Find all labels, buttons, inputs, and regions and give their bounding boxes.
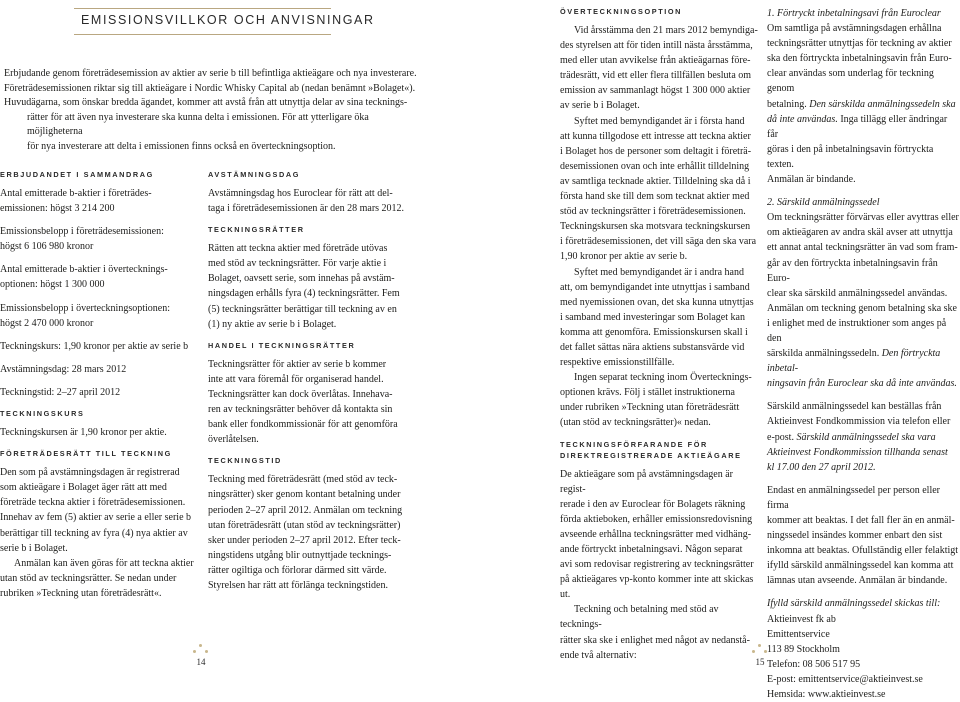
text-line: inkomna att beaktas. Ofullständig eller felaktigt <box>767 545 959 557</box>
text-line: Teckningsrätter för aktier av serie b kommer <box>208 358 387 370</box>
text-line: med stöd av teckningsrätter. För varje aktie i <box>208 258 387 270</box>
text-line: ningsdagen erhålls fyra (4) teckningsrätter. Fem <box>208 288 400 300</box>
text-line: Antal emitterade b-aktier i övertecknings- <box>0 264 168 276</box>
text-fragment: särskilda anmälningssedeln. <box>767 348 880 360</box>
text-line: rätter ska ske i enlighet med något av nedanstå- <box>560 634 750 646</box>
text-line: Teckning och betalning med stöd av tecknings- <box>560 604 719 631</box>
intro-line: Företrädesemissionen riktar sig till aktieägare i Nordic Whisky Capital ab (nedan benämnt »Bolaget«). <box>4 82 416 94</box>
address-line: Aktieinvest fk ab <box>767 613 836 625</box>
text-line: ren av teckningsrätter behöver då kontakta sin <box>208 404 393 416</box>
text-line: des styrelsen att för tiden intill nästa årsstämma, <box>560 40 753 52</box>
intro-line: rätter för att även nya investerare ska kunna delta i emissionen. För att ytterligare öka möjligheterna <box>27 111 369 138</box>
italic-fragment: då inte användas. <box>767 113 838 125</box>
text-line: utan stöd av teckningsrätter. Se nedan under <box>0 572 177 584</box>
section-heading-teckningstid: TECKNINGSTID <box>208 456 282 466</box>
text-line: De aktieägare som på avstämningsdagen är regist- <box>560 468 733 495</box>
text-line: clear användas som underlag för teckning genom <box>767 68 934 95</box>
text-line: stöd av teckningsrätter i företrädesemissionen. <box>560 206 746 218</box>
section-heading-foretradesratt: FÖRETRÄDESRÄTT TILL TECKNING <box>0 449 172 459</box>
intro-line: för nya investerare att delta i emissionen finns också en överteckningsoption. <box>27 140 336 152</box>
text-line: med eller utan avvikelse från aktieägarnas före- <box>560 55 751 67</box>
section-heading-forfarande <box>560 439 760 461</box>
text-line: teckningsrätter utnyttjas för teckning av aktier <box>767 38 952 50</box>
title-rule-bottom <box>74 34 331 35</box>
text-line: ska den förtryckta inbetalningsavin från Euro- <box>767 53 952 65</box>
text-line: högst 6 106 980 kronor <box>0 241 94 253</box>
text-line: 1,90 kronor per aktie av serie b. <box>560 251 688 263</box>
text-line: clear ska särskild anmälningssedel användas. <box>767 287 948 299</box>
text-line: ende två alternativ: <box>560 649 637 661</box>
text-fragment: betalning. <box>767 98 807 110</box>
section-heading-handel: HANDEL I TECKNINGSRÄTTER <box>208 340 356 350</box>
text-line: Antal emitterade b-aktier i företrädes- <box>0 188 152 199</box>
text-line: respektive emissionstillfälle. <box>560 357 675 369</box>
text-line: Rätten att teckna aktier med företräde utövas <box>208 243 388 255</box>
text-line: ande förtryckt inbetalningsavi. Någon separat <box>560 544 743 555</box>
ornament-dot <box>193 650 196 653</box>
text-line-mixed <box>767 112 960 142</box>
text-line: i samband med investeringar som Bolaget kan <box>560 311 745 323</box>
text-line: Teckning med företrädesrätt (med stöd av teck- <box>208 474 398 486</box>
page-number-right: 15 <box>755 657 765 667</box>
text-line: Avstämningsdag hos Euroclear för rätt att del- <box>208 188 393 199</box>
text-line: Anmälan kan även göras för att teckna aktier <box>14 557 194 569</box>
text-line: i företrädesemissionen, det vill säga den ska vara <box>560 236 757 248</box>
section-heading-avstamningsdag: AVSTÄMNINGSDAG <box>208 170 300 179</box>
subheading-alt2: 2. Särskild anmälningssedel <box>767 197 880 209</box>
subheading-alt1: 1. Förtryckt inbetalningsavi från Euroclear <box>767 8 941 19</box>
text-line: Anmälan om teckning genom betalning ska ske <box>767 302 957 314</box>
text-line: av samtliga tecknade aktier. Tilldelning ska då i <box>560 175 751 187</box>
text-line: överlåtelsen. <box>208 434 259 446</box>
text-line: ningssedel insändes kommer enbart den sist <box>767 530 943 542</box>
page-number-left: 14 <box>196 657 206 667</box>
section-heading-summary: ERBJUDANDET I SAMMANDRAG <box>0 170 154 179</box>
page-title: EMISSIONSVILLKOR OCH ANVISNINGAR <box>81 13 375 27</box>
text-line: om aktieägaren av andra skäl avser att utnyttja <box>767 227 953 239</box>
ornament-dot <box>764 650 767 653</box>
text-line: emission av sammanlagt högst 1 300 000 aktier <box>560 85 751 97</box>
text-line: Avstämningsdag: 28 mars 2012 <box>0 363 127 375</box>
text-line: att, om bemyndigandet inte utnyttjas i samband <box>560 281 750 293</box>
text-line: kommer att beaktas. I det fall fler än en anmäl- <box>767 515 955 526</box>
italic-line: Aktieinvest Fondkommission tillhanda senast <box>767 446 948 458</box>
text-line: under rubriken »Teckning utan företrädesrätt <box>560 402 740 414</box>
left-column-2 <box>208 169 420 593</box>
text-line: taga i företrädesemissionen är den 28 mars 2012. <box>208 203 405 215</box>
text-line: företräde teckna aktier i företrädesemissionen. <box>0 497 186 509</box>
italic-line: ningsavin från Euroclear ska då inte användas. <box>767 378 957 390</box>
left-column-1 <box>0 169 200 601</box>
right-column-2 <box>767 6 960 702</box>
text-line: Vid årsstämma den 21 mars 2012 bemyndiga- <box>574 25 758 36</box>
text-line: optionen krävs. Följ i stället instruktionerna <box>560 387 735 399</box>
text-line: Emissionsbelopp i överteckningsoptionen: <box>0 302 170 314</box>
text-line: Teckningstid: 2–27 april 2012 <box>0 386 121 398</box>
text-line: av serie b i Bolaget. <box>560 100 640 112</box>
text-line: Teckningsrätter kan dock överlåtas. Innehava- <box>208 388 393 400</box>
text-line: Anmälan är bindande. <box>767 174 856 186</box>
text-line: optionen: högst 1 300 000 <box>0 279 105 291</box>
text-line: berättigar till teckning av fyra (4) nya aktier av <box>0 527 188 539</box>
address-line: E-post: emittentservice@aktieinvest.se <box>767 673 923 685</box>
text-line: rätter ogiltiga och förlorar därmed sitt värde. <box>208 564 387 576</box>
text-line: första hand ske till dem som tecknat aktier med <box>560 191 750 203</box>
text-line: i Bolaget hos de personer som deltagit i företrä- <box>560 145 752 157</box>
text-line: Innehav av fem (5) aktier av serie a eller serie b <box>0 512 192 524</box>
text-line: Särskild anmälningssedel kan beställas från <box>767 401 942 413</box>
italic-fragment: Särskild anmälningssedel ska vara <box>796 431 936 443</box>
text-line: komma att genomföra. Emissionskursen skall i <box>560 326 748 338</box>
text-line: ningstidens utgång blir outnyttjade tecknings- <box>208 549 392 561</box>
text-line: rerade i den av Euroclear för Bolagets räkning <box>560 498 746 510</box>
section-heading-overteckningsoption: ÖVERTECKNINGSOPTION <box>560 7 683 16</box>
text-line: ett annat antal teckningsrätter än vad som fram- <box>767 242 958 254</box>
text-line: på aktieägares vp-konto kommer inte att skickas ut. <box>560 574 754 601</box>
text-line: Den som på avstämningsdagen är registrerad <box>0 467 180 479</box>
text-line: förda aktieboken, erhåller emissionsredovisning <box>560 513 753 525</box>
text-line: Bolaget, oavsett serie, som innehas på avstäm- <box>208 273 395 285</box>
text-line: i enlighet med de instruktioner som anges på den <box>767 317 947 344</box>
address-line: Emittentservice <box>767 628 830 640</box>
text-line: (1) ny aktie av serie b i Bolaget. <box>208 318 337 330</box>
text-line: rubriken »Teckning utan företrädesrätt«. <box>0 587 162 599</box>
text-line: att kunna tillgodose ett intresse att teckna aktier <box>560 130 751 142</box>
heading-line: TECKNINGSFÖRFARANDE FÖR <box>560 439 708 449</box>
text-line: Om samtliga på avstämningsdagen erhållna <box>767 23 942 35</box>
address-line: 113 89 Stockholm <box>767 643 840 655</box>
address-line: Telefon: 08 506 517 95 <box>767 658 861 670</box>
text-line: Styrelsen har rätt att förlänga teckningstiden. <box>208 579 388 591</box>
intro-paragraph <box>4 67 424 155</box>
text-line: (utan stöd av teckningsrätter)« nedan. <box>560 417 711 429</box>
italic-fragment: Den förtryckta inbetal- <box>767 348 941 375</box>
text-line: Teckningskursen ska motsvara teckningskursen <box>560 221 751 233</box>
text-line: ifylld särskild anmälningssedel kan komma att <box>767 560 954 572</box>
section-heading-teckningsratter: TECKNINGSRÄTTER <box>208 225 305 235</box>
text-line: serie b i Bolaget. <box>0 542 68 554</box>
text-line: ningsrätter) sker genom kontant betalning under <box>208 489 401 501</box>
text-line: det fallet sättas nära aktiens substansvärde vid <box>560 341 745 353</box>
text-line: Teckningskurs: 1,90 kronor per aktie av serie b <box>0 340 189 352</box>
text-line: Emissionsbelopp i företrädesemissionen: <box>0 226 164 238</box>
italic-line: kl 17.00 den 27 april 2012. <box>767 461 876 473</box>
section-heading-kurs: TECKNINGSKURS <box>0 409 85 419</box>
text-line-mixed <box>767 430 960 445</box>
text-fragment: Inga tillägg eller ändringar får <box>767 113 948 140</box>
text-fragment: e-post. <box>767 431 794 443</box>
ornament-dot <box>205 650 208 653</box>
text-line: Ingen separat teckning inom Övertecknings- <box>574 372 752 384</box>
heading-line: DIREKTREGISTRERADE AKTIEÄGARE <box>560 450 742 460</box>
text-line: Syftet med bemyndigandet är i andra hand <box>574 266 744 278</box>
text-line: utan företrädesrätt (utan stöd av teckningsrätter) <box>208 519 401 531</box>
text-line: Aktieinvest Fondkommission via telefon eller <box>767 416 951 428</box>
ornament-dot <box>199 644 202 647</box>
text-line: desemissionen ovan och inte erhållit tilldelning <box>560 160 750 172</box>
text-line: som aktieägare i Bolaget äger rätt att med <box>0 482 167 494</box>
text-line: (5) teckningsrätter berättigar till teckning av en <box>208 303 397 315</box>
text-line: trädesrätt, vid ett eller flera tillfällen besluta om <box>560 70 752 82</box>
text-line: avseende erhållna teckningsrätter med vidhäng- <box>560 528 752 540</box>
text-line: sker under perioden 2–27 april 2012. Efter teck- <box>208 534 401 546</box>
intro-line: Erbjudande genom företrädesemission av aktier av serie b till befintliga aktieägare och nya investerare. <box>4 68 417 79</box>
text-line: emissionen: högst 3 214 200 <box>0 203 115 215</box>
text-line: Teckningskursen är 1,90 kronor per aktie. <box>0 427 167 439</box>
intro-line: Huvudägarna, som önskar bredda ägandet, kommer att avstå från att utnyttja delar av sina tecknings- <box>4 97 408 109</box>
text-line: Om teckningsrätter förvärvas eller avyttras eller <box>767 212 959 224</box>
text-line: går av den förtryckta inbetalningsavin från Euro- <box>767 257 938 284</box>
address-line: Hemsida: www.aktieinvest.se <box>767 689 886 701</box>
text-line: inte att vara föremål för organiserad handel. <box>208 373 384 385</box>
text-line: göras i den på inbetalningsavin förtryckta texten. <box>767 143 934 170</box>
title-rule-top <box>74 8 331 9</box>
text-line-mixed <box>767 346 960 376</box>
text-line: lämnas utan avseende. Anmälan är bindande. <box>767 575 948 587</box>
text-line: högst 2 470 000 kronor <box>0 317 94 329</box>
ornament-dot <box>752 650 755 653</box>
text-line: Syftet med bemyndigandet är i första hand <box>574 115 745 127</box>
italic-fragment: Den särskilda anmälningssedeln ska <box>809 98 956 110</box>
ornament-dot <box>758 644 761 647</box>
text-line-mixed <box>767 97 960 112</box>
text-line: Endast en anmälningssedel per person eller firma <box>767 484 940 511</box>
text-line: avi som redovisar registrering av teckningsrätter <box>560 559 754 571</box>
text-line: perioden 2–27 april 2012. Anmälan om teckning <box>208 504 403 516</box>
text-line: bank eller fondkommissionär för att genomföra <box>208 419 398 431</box>
right-column-1 <box>560 6 760 663</box>
italic-line: Ifylld särskild anmälningssedel skickas till: <box>767 598 941 610</box>
text-line: med nyemissionen ovan, det ska kunna utnyttjas <box>560 296 754 308</box>
